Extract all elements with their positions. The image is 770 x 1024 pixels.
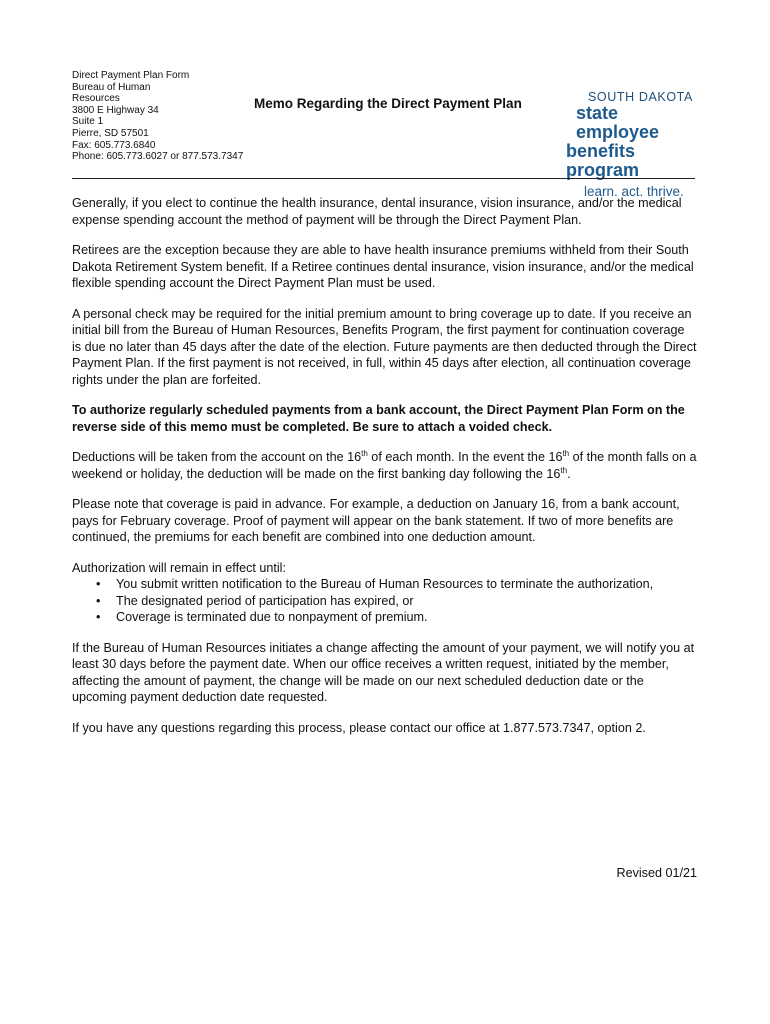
bullet-icon: • xyxy=(96,593,101,608)
paragraph-retirees: Retirees are the exception because they are able to have health insurance premiums withheld from their South Dakota Retirement System benefit. If a Retiree continues dental insurance, vision insurance, and/or the medical flexible spending account the Direct Payment Plan must be used. xyxy=(72,243,694,290)
address-line: Direct Payment Plan Form xyxy=(72,70,190,81)
list-item: • Coverage is terminated due to nonpayment of premium. xyxy=(96,610,428,624)
deductions-text-b: of each month. In the event the 16 xyxy=(367,450,563,464)
sender-address xyxy=(72,70,252,163)
paragraph-authorize-bold: To authorize regularly scheduled payments from a bank account, the Direct Payment Plan Form on the reverse side of this memo must be completed. Be sure to attach a voided check. xyxy=(72,403,685,434)
authorization-intro: Authorization will remain in effect until: xyxy=(72,560,286,575)
deductions-text-a: Deductions will be taken from the account on the 16 xyxy=(72,450,362,464)
address-line: Suite 1 xyxy=(72,116,104,128)
sd-benefits-logo xyxy=(566,90,706,199)
logo-line-benefits-program: benefits program xyxy=(566,141,640,180)
paragraph-payment-method: Generally, if you elect to continue the health insurance, dental insurance, vision insurance, and/or the medical expense spending account the method of payment will be through the Direct Payment Plan. xyxy=(72,196,682,227)
authorization-list xyxy=(72,576,697,626)
bullet-icon: • xyxy=(96,610,101,624)
address-line: Pierre, SD 57501 xyxy=(72,127,149,139)
paragraph-coverage-advance: Please note that coverage is paid in advance. For example, a deduction on January 16, from a bank account, pays for February coverage. Proof of payment will appear on the bank statement. If two of more benefits are continued, the premiums for each benefit are combined into one deduction amount. xyxy=(72,497,680,544)
paragraph-payment-change: If the Bureau of Human Resources initiates a change affecting the amount of your payment, we will notify you at least 30 days before the payment date. When our office receives a written request, initiated by the member, affecting the amount of payment, the change will be made on our next scheduled deduction date or the upcoming payment deduction date requested. xyxy=(72,640,695,704)
address-line: Phone: 605.773.6027 or 877.573.7347 xyxy=(72,151,244,163)
memo-title: Memo Regarding the Direct Payment Plan xyxy=(254,96,522,111)
deductions-text-c: of the month falls on a weekend or holiday, the deduction will be made on the first banking day following the 16 xyxy=(72,450,697,481)
address-line: Fax: 605.773.6840 xyxy=(72,139,156,151)
address-line: Bureau of Human xyxy=(72,81,151,93)
ordinal-suffix: th xyxy=(560,465,568,475)
ordinal-suffix: th xyxy=(361,448,368,458)
header-divider xyxy=(72,178,695,179)
list-item: • The designated period of participation has expired, or xyxy=(96,593,414,608)
memo-body xyxy=(72,195,697,750)
paragraph-deductions xyxy=(72,449,697,482)
bullet-icon: • xyxy=(96,577,101,591)
paragraph-personal-check: A personal check may be required for the initial premium amount to bring coverage up to date. If you receive an initial bill from the Bureau of Human Resources, Benefits Program, the first payment for continuation coverage is due no later than 45 days after the date of the election. Future payments are then deducted through the Direct Payment Plan. If the first payment is not received, in full, within 45 days after election, all continuation coverage rights under the plan are forfeited. xyxy=(72,306,697,387)
ordinal-suffix: th xyxy=(562,448,570,458)
logo-tagline: learn. act. thrive. xyxy=(584,184,684,199)
address-line: 3800 E Highway 34 xyxy=(72,104,159,116)
logo-line-state-employee: state employee xyxy=(576,103,660,142)
paragraph-contact: If you have any questions regarding this process, please contact our office at 1.877.573.7347, option 2. xyxy=(72,720,646,735)
revision-date: Revised 01/21 xyxy=(616,866,697,880)
logo-state-name: SOUTH DAKOTA xyxy=(588,90,693,104)
deductions-text-d: . xyxy=(567,466,571,481)
address-line: Resources xyxy=(72,93,120,105)
list-item: • You submit written notification to the Bureau of Human Resources to terminate the authorization, xyxy=(96,577,654,591)
